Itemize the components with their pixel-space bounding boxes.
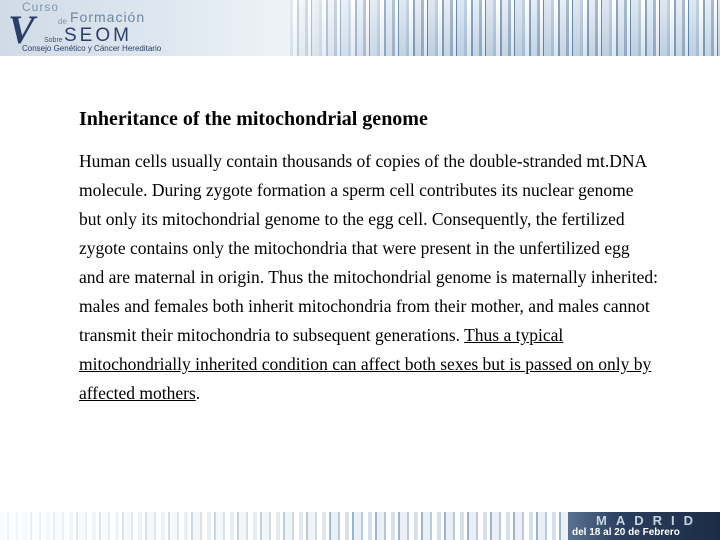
body-text: Human cells usually contain thousands of copies of the double-stranded mt.DNA molecule. During zygote formation a sperm cell contributes its nuclear genome but only its mitochondrial genome to the egg cell. Consequently, the fertilized zygote contains only the mitochondria that were present in the unfertilized egg and are maternal in origin. Thus the mitochondrial genome is maternally inherited: males and females both inherit mitochondria from their mother, and males cannot transmit their mitochondria to subsequent generations. [79,151,658,345]
header-decoration [290,0,720,56]
seom-logo [0,0,290,56]
logo-formacion-text: Formación [70,9,146,25]
logo-sobre-text: Sobre [44,37,63,44]
logo-org-name: SEOM [64,25,132,46]
logo-numeral: V [8,7,35,52]
logo-curso-text: Curso [22,0,60,14]
bottom-banner [0,512,720,540]
logo-subtitle: Consejo Genético y Cáncer Hereditario [22,44,162,53]
slide-title: Inheritance of the mitochondrial genome [79,108,428,130]
top-banner [0,0,720,56]
slide-body [79,147,659,408]
logo-de-text: de [58,17,67,26]
body-underlined-text: Thus a typical mitochondrially inherited condition can affect both sexes but is passed on only by affected mothers [79,325,652,403]
footer-city: MADRID [596,513,702,528]
footer-dates: del 18 al 20 de Febrero [572,527,680,538]
body-end-punctuation: . [195,383,201,403]
